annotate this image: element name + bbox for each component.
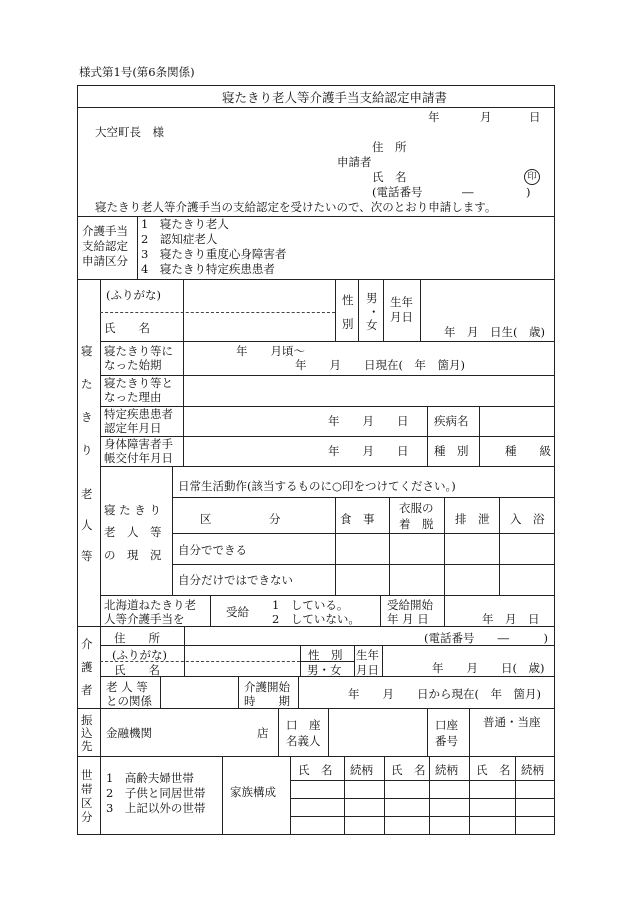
- relation-label: との関係: [106, 694, 152, 708]
- household-section-char: 分: [81, 810, 93, 824]
- bank-label: 金融機関: [106, 726, 152, 740]
- relation-label: 老 人 等: [106, 680, 148, 694]
- transfer-section-char: 先: [81, 739, 93, 753]
- elder-sex-male: 男: [366, 291, 378, 305]
- grade-label: 種 級: [505, 444, 551, 458]
- category-option: 4 寝たきり特定疾患患者: [141, 262, 275, 276]
- handbook-label: 身体障害者手: [104, 437, 173, 451]
- account-no-label: 口座: [435, 718, 458, 732]
- care-start-label: 時 期: [244, 694, 290, 708]
- household-section-char: 区: [81, 796, 93, 810]
- elder-sex-dot: ・: [368, 305, 380, 319]
- family-header: 氏 名: [298, 763, 333, 777]
- date-month: 月: [480, 110, 492, 124]
- disease-name-label: 疾病名: [434, 414, 469, 428]
- family-header: 氏 名: [476, 763, 511, 777]
- adl-header-excretion: 排 泄: [455, 512, 490, 526]
- addressee: 大空町長 様: [95, 125, 164, 139]
- adl-caption: 日常生活動作(該当するものに○印をつけてください。): [178, 479, 456, 493]
- care-start-label: 介護開始: [244, 680, 290, 694]
- receive-start-label: 年 月 日: [387, 612, 429, 626]
- phone-label: (電話番号: [372, 185, 423, 199]
- seal-mark: 印: [524, 169, 540, 185]
- statement: 寝たきり老人等介護手当の支給認定を受けたいので、次のとおり申請します。: [95, 200, 497, 214]
- applicant-label: 申請者: [337, 155, 372, 169]
- hokkaido-label: 北海道ねたきり老: [104, 598, 196, 612]
- elder-sex-female: 女: [366, 318, 378, 332]
- bedridden-start-value: 年 月頃～: [236, 344, 305, 358]
- category-option: 1 寝たきり老人: [141, 217, 229, 231]
- status-label: 老 人 等: [104, 525, 162, 539]
- caregiver-phone: (電話番号 ― ): [424, 631, 548, 645]
- receive-label: 受給: [226, 605, 249, 619]
- adl-row-label: 自分でできる: [178, 543, 247, 557]
- elder-section-char: 寝: [81, 344, 93, 358]
- family-header: 氏 名: [391, 763, 426, 777]
- household-option: 3 上記以外の世帯: [106, 801, 206, 815]
- status-label: 寝 た き り: [104, 503, 161, 517]
- form-number: 様式第1号(第6条関係): [79, 65, 195, 79]
- receive-start-label: 受給開始: [387, 598, 433, 612]
- transfer-section-char: 振: [81, 713, 93, 727]
- hokkaido-label: 人等介護手当を: [104, 612, 185, 626]
- elder-name-label: 氏 名: [104, 321, 150, 335]
- household-option: 1 高齢夫婦世帯: [106, 771, 194, 785]
- elder-birth-value: 年 月 日生( 歳): [444, 325, 545, 339]
- family-header: 続柄: [521, 763, 544, 777]
- elder-birth-label: 月日: [390, 310, 413, 324]
- reason-label: 寝たきり等と: [104, 376, 173, 390]
- elder-section-char: 老: [81, 487, 93, 501]
- elder-sex-label: 性: [342, 293, 354, 307]
- household-section-char: 世: [81, 768, 93, 782]
- category-option: 2 認知症老人: [141, 232, 218, 246]
- account-no-label: 番号: [435, 734, 458, 748]
- elder-section-char: 人: [81, 518, 93, 532]
- caregiver-section-char: 者: [81, 683, 93, 697]
- family-header: 続柄: [350, 763, 373, 777]
- receive-start-value: 年 月 日: [482, 612, 540, 626]
- handbook-label: 帳交付年月日: [104, 451, 173, 465]
- caregiver-birth-label: 生年: [356, 648, 379, 662]
- type-label: 種 別: [434, 444, 469, 458]
- category-label-2: 支給認定: [82, 239, 128, 253]
- caregiver-address-label: 住 所: [114, 631, 160, 645]
- bedridden-start-label: 寝たきり等に: [104, 344, 173, 358]
- category-label-1: 介護手当: [82, 224, 128, 238]
- elder-furigana-label: (ふりがな): [106, 288, 161, 302]
- account-holder-label: 口 座: [286, 718, 321, 732]
- adl-row-label: 自分だけではできない: [178, 573, 293, 587]
- reason-label: なった理由: [104, 390, 162, 404]
- adl-header-meal: 食 事: [340, 512, 375, 526]
- disease-date-label: 特定疾患患者: [104, 407, 173, 421]
- caregiver-name-label: 氏 名: [114, 663, 160, 677]
- applicant-address-label: 住 所: [372, 140, 407, 154]
- care-start-value: 年 月 日から現在( 年 箇月): [348, 687, 541, 701]
- caregiver-section-char: 介: [81, 637, 93, 651]
- household-option: 2 子供と同居世帯: [106, 786, 206, 800]
- disease-date-label: 認定年月日: [104, 421, 162, 435]
- elder-section-char: り: [81, 443, 93, 457]
- receive-option: 1 している。: [272, 598, 349, 612]
- elder-birth-label: 生年: [390, 295, 413, 309]
- elder-sex-label: 別: [342, 317, 354, 331]
- status-label: の 現 況: [104, 548, 162, 562]
- adl-header-clothes: 着 脱: [399, 517, 434, 531]
- elder-section-char: 等: [81, 549, 93, 563]
- caregiver-sex-label: 性 別: [308, 648, 343, 662]
- family-label: 家族構成: [230, 785, 276, 799]
- elder-section-char: た: [81, 377, 93, 391]
- caregiver-furigana-label: (ふりがな): [112, 648, 167, 662]
- date-year: 年: [428, 110, 440, 124]
- family-header: 続柄: [435, 763, 458, 777]
- account-holder-label: 名義人: [286, 734, 321, 748]
- bedridden-start-label: なった始期: [104, 358, 162, 372]
- date-day: 日: [529, 110, 541, 124]
- phone-dash: ―: [462, 185, 474, 199]
- disease-date-value: 年 月 日: [328, 414, 409, 428]
- adl-header-bath: 入 浴: [510, 512, 545, 526]
- caregiver-sex-value: 男・女: [307, 663, 342, 677]
- caregiver-section-char: 護: [81, 660, 93, 674]
- adl-header-clothes: 衣服の: [399, 501, 434, 515]
- category-option: 3 寝たきり重度心身障害者: [141, 247, 287, 261]
- handbook-value: 年 月 日: [328, 444, 409, 458]
- caregiver-birth-value: 年 月 日( 歳): [432, 661, 545, 675]
- applicant-name-label: 氏 名: [372, 170, 407, 184]
- branch-suffix: 店: [257, 726, 269, 740]
- bedridden-current-value: 年 月 日現在( 年 箇月): [295, 358, 465, 372]
- adl-header-category: 区 分: [200, 512, 281, 526]
- receive-option: 2 していない。: [272, 612, 360, 626]
- household-section-char: 帯: [81, 782, 93, 796]
- transfer-section-char: 込: [81, 726, 93, 740]
- form-title: 寝たきり老人等介護手当支給認定申請書: [222, 90, 448, 105]
- phone-close: ): [526, 185, 531, 199]
- account-type: 普通・当座: [483, 715, 541, 729]
- category-label-3: 申請区分: [82, 254, 128, 268]
- caregiver-birth-label: 月日: [356, 663, 379, 677]
- elder-section-char: き: [81, 410, 93, 424]
